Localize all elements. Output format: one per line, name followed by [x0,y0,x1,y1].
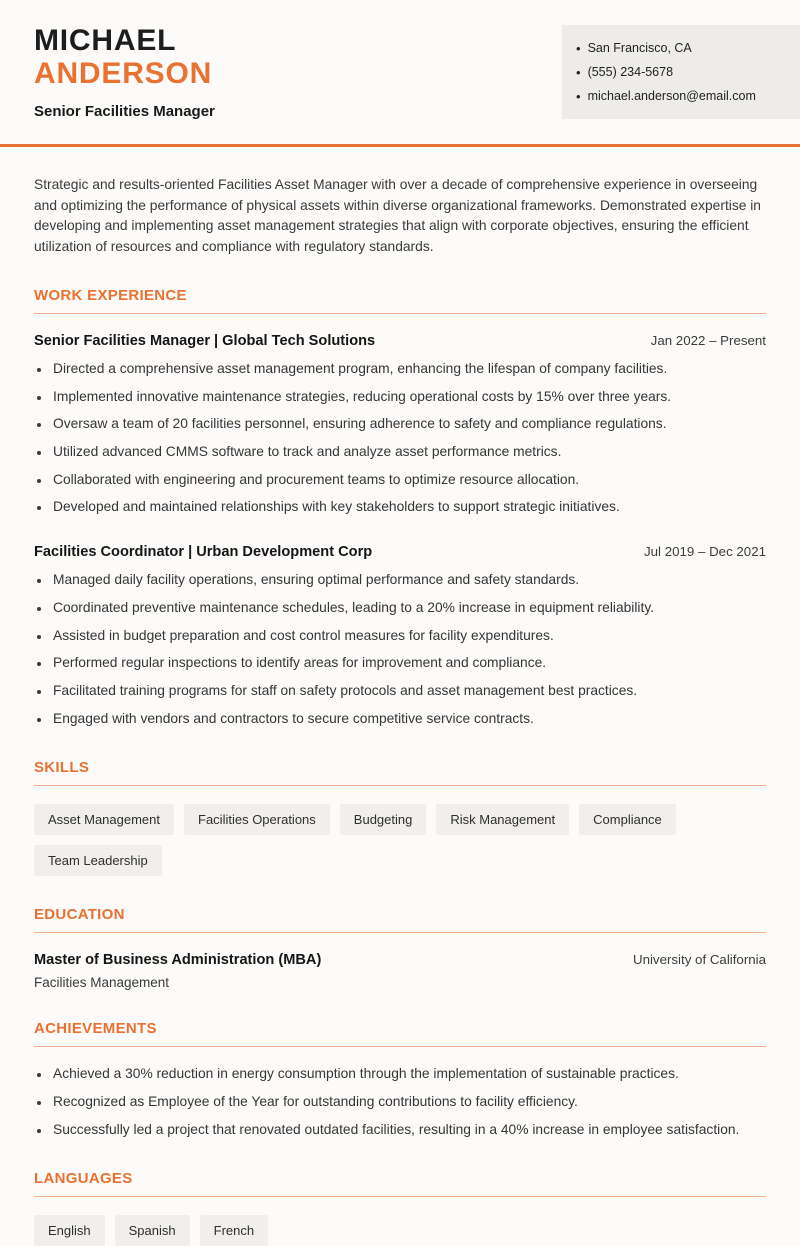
job-bullet: • Oversaw a team of 20 facilities personnel, ensuring adherence to safety and compliance regulations. [51,414,766,435]
job-bullet: • Engaged with vendors and contractors to secure competitive service contracts. [51,709,766,730]
bullet-icon: • [576,40,581,56]
bullet-icon: • [576,64,581,80]
contact-location-text: San Francisco, CA [587,41,692,55]
job-bullet: • Utilized advanced CMMS software to track and analyze asset performance metrics. [51,442,766,463]
summary-paragraph: Strategic and results-oriented Facilities Asset Manager with over a decade of comprehensive experience in overseeing and optimizing the performance of physical assets within diverse organizational frameworks. Demonstrated expertise in developing and implementing asset management strategies that align with corporate objectives, ensuring the efficient utilization of resources and compliance with regulatory standards. [34,177,761,254]
section-education [34,906,766,990]
language-tag: French [200,1215,268,1246]
section-work-experience [34,287,766,729]
skills-heading: SKILLS [34,759,766,786]
language-tag: English [34,1215,105,1246]
contact-email-text: michael.anderson@email.com [587,89,756,103]
job-title: Senior Facilities Manager | Global Tech Solutions [34,333,376,349]
achievement-bullet: • Successfully led a project that renovated outdated facilities, resulting in a 40% increase in employee satisfaction. [51,1120,766,1141]
contact-phone-text: (555) 234-5678 [587,65,674,79]
education-entry [34,952,766,990]
skill-tag: Budgeting [340,804,427,835]
job-header [34,544,766,560]
languages-heading: LANGUAGES [34,1170,766,1197]
resume-body [0,175,800,1246]
skill-tag: Asset Management [34,804,174,835]
achievement-bullet: • Achieved a 30% reduction in energy consumption through the implementation of sustainable practices. [51,1064,766,1085]
job-entry [34,333,766,518]
skill-tag: Team Leadership [34,845,162,876]
job-dates: Jul 2019 – Dec 2021 [644,544,766,560]
job-bullet: • Managed daily facility operations, ensuring optimal performance and safety standards. [51,570,766,591]
job-bullet: • Developed and maintained relationships with key stakeholders to support strategic initiatives. [51,497,766,518]
job-title: Facilities Coordinator | Urban Development Corp [34,544,373,561]
section-languages [34,1170,766,1246]
contact-email [576,84,784,108]
job-bullet: • Assisted in budget preparation and cost control measures for facility expenditures. [51,626,766,647]
achievements-list [34,1064,766,1140]
contact-phone [576,60,784,84]
contact-list [576,36,784,108]
degree-title: Master of Business Administration (MBA) [34,952,322,969]
resume-header [0,0,800,120]
skill-tag: Compliance [579,804,676,835]
skills-tag-list [34,804,766,876]
job-dates: Jan 2022 – Present [650,333,766,348]
languages-tag-list [34,1215,766,1246]
job-bullet-list [34,570,766,729]
job-bullet-list [34,359,766,518]
job-bullet: • Performed regular inspections to identify areas for improvement and compliance. [51,653,766,674]
section-skills [34,759,766,876]
bullet-icon: • [576,88,581,104]
skill-tag: Risk Management [436,804,569,835]
work-experience-heading: WORK EXPERIENCE [34,287,766,314]
education-heading: EDUCATION [34,906,766,933]
job-bullet: • Implemented innovative maintenance strategies, reducing operational costs by 15% over three years. [51,387,766,408]
achievements-heading: ACHIEVEMENTS [34,1020,766,1047]
last-name: ANDERSON [34,57,213,90]
first-name: MICHAEL [34,24,177,57]
institution-name: University of California [632,952,766,968]
job-bullet: • Directed a comprehensive asset management program, enhancing the lifespan of company facilities. [51,359,766,380]
education-header [34,952,766,968]
section-achievements [34,1020,766,1140]
achievement-bullet: • Recognized as Employee of the Year for outstanding contributions to facility efficiency. [51,1092,766,1113]
contact-card [562,25,800,119]
field-of-study: Facilities Management [34,975,170,991]
header-divider [0,144,800,147]
skill-tag: Facilities Operations [184,804,330,835]
job-header [34,333,766,349]
candidate-headline: Senior Facilities Manager [34,103,215,120]
language-tag: Spanish [115,1215,190,1246]
job-entry [34,544,766,729]
job-bullet: • Facilitated training programs for staff on safety protocols and asset management best practices. [51,681,766,702]
job-bullet: • Collaborated with engineering and procurement teams to optimize resource allocation. [51,470,766,491]
job-bullet: • Coordinated preventive maintenance schedules, leading to a 20% increase in equipment reliability. [51,598,766,619]
contact-location [576,36,784,60]
